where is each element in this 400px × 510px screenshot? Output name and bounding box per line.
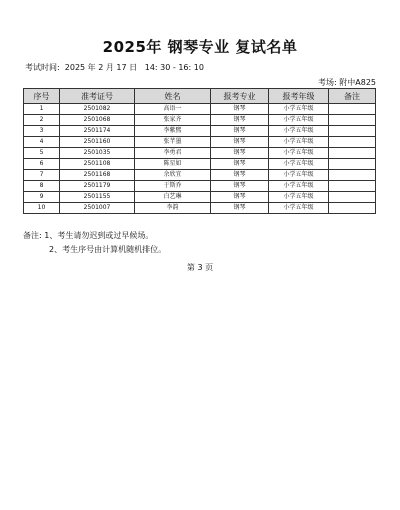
cell-major: 钢琴 bbox=[211, 104, 269, 115]
cell-major: 钢琴 bbox=[211, 181, 269, 192]
cell-remarks bbox=[329, 203, 376, 214]
table-row bbox=[24, 115, 376, 126]
cell-seq: 3 bbox=[24, 126, 60, 137]
cell-remarks bbox=[329, 104, 376, 115]
note-line-2: 2、考生序号由计算机随机排位。 bbox=[49, 245, 167, 254]
cell-remarks bbox=[329, 148, 376, 159]
cell-name: 李勇君 bbox=[135, 148, 211, 159]
cell-major: 钢琴 bbox=[211, 203, 269, 214]
notes-section bbox=[23, 229, 166, 257]
cell-remarks bbox=[329, 192, 376, 203]
table-row bbox=[24, 148, 376, 159]
cell-name: 李紫煕 bbox=[135, 126, 211, 137]
cell-seq: 5 bbox=[24, 148, 60, 159]
table-row bbox=[24, 104, 376, 115]
table-row bbox=[24, 126, 376, 137]
cell-exam-id: 2501160 bbox=[60, 137, 135, 148]
cell-grade: 小学五年级 bbox=[269, 115, 329, 126]
cell-name: 张家齐 bbox=[135, 115, 211, 126]
table-row bbox=[24, 137, 376, 148]
cell-seq: 8 bbox=[24, 181, 60, 192]
cell-grade: 小学五年级 bbox=[269, 192, 329, 203]
cell-seq: 2 bbox=[24, 115, 60, 126]
cell-grade: 小学五年级 bbox=[269, 148, 329, 159]
cell-grade: 小学五年级 bbox=[269, 126, 329, 137]
cell-exam-id: 2501174 bbox=[60, 126, 135, 137]
cell-exam-id: 2501035 bbox=[60, 148, 135, 159]
cell-seq: 1 bbox=[24, 104, 60, 115]
cell-seq: 9 bbox=[24, 192, 60, 203]
note-line-1: 备注: 1、考生请勿迟到或过早候场。 bbox=[23, 231, 154, 240]
cell-remarks bbox=[329, 137, 376, 148]
cell-grade: 小学五年级 bbox=[269, 181, 329, 192]
cell-exam-id: 2501007 bbox=[60, 203, 135, 214]
cell-name: 李韵 bbox=[135, 203, 211, 214]
cell-exam-id: 2501082 bbox=[60, 104, 135, 115]
exam-venue: 考场: 附中A825 bbox=[318, 78, 376, 87]
cell-grade: 小学五年级 bbox=[269, 170, 329, 181]
cell-seq: 7 bbox=[24, 170, 60, 181]
cell-name: 高语一 bbox=[135, 104, 211, 115]
cell-remarks bbox=[329, 170, 376, 181]
header-major: 报考专业 bbox=[211, 89, 269, 104]
cell-exam-id: 2501068 bbox=[60, 115, 135, 126]
cell-major: 钢琴 bbox=[211, 159, 269, 170]
header-exam-id: 准考证号 bbox=[60, 89, 135, 104]
cell-grade: 小学五年级 bbox=[269, 159, 329, 170]
cell-exam-id: 2501108 bbox=[60, 159, 135, 170]
cell-name: 张芊墨 bbox=[135, 137, 211, 148]
cell-grade: 小学五年级 bbox=[269, 203, 329, 214]
table-row bbox=[24, 181, 376, 192]
cell-major: 钢琴 bbox=[211, 126, 269, 137]
page-number: 第 3 页 bbox=[186, 263, 214, 272]
cell-name: 白艺琳 bbox=[135, 192, 211, 203]
table-row bbox=[24, 170, 376, 181]
cell-remarks bbox=[329, 126, 376, 137]
cell-name: 余欣宜 bbox=[135, 170, 211, 181]
table-row bbox=[24, 203, 376, 214]
cell-remarks bbox=[329, 115, 376, 126]
cell-remarks bbox=[329, 159, 376, 170]
table-header-row bbox=[24, 89, 376, 104]
table-row bbox=[24, 159, 376, 170]
table-row bbox=[24, 192, 376, 203]
cell-seq: 10 bbox=[24, 203, 60, 214]
cell-major: 钢琴 bbox=[211, 137, 269, 148]
exam-time: 考试时间: 2025 年 2 月 17 日 14: 30 - 16: 10 bbox=[25, 63, 204, 72]
cell-major: 钢琴 bbox=[211, 115, 269, 126]
header-remarks: 备注 bbox=[329, 89, 376, 104]
cell-major: 钢琴 bbox=[211, 170, 269, 181]
header-grade: 报考年级 bbox=[269, 89, 329, 104]
cell-exam-id: 2501168 bbox=[60, 170, 135, 181]
cell-exam-id: 2501155 bbox=[60, 192, 135, 203]
cell-seq: 4 bbox=[24, 137, 60, 148]
header-name: 姓名 bbox=[135, 89, 211, 104]
cell-grade: 小学五年级 bbox=[269, 104, 329, 115]
cell-name: 陈星如 bbox=[135, 159, 211, 170]
cell-major: 钢琴 bbox=[211, 148, 269, 159]
cell-seq: 6 bbox=[24, 159, 60, 170]
candidate-table bbox=[23, 88, 376, 214]
cell-grade: 小学五年级 bbox=[269, 137, 329, 148]
cell-name: 于斯乔 bbox=[135, 181, 211, 192]
page-title: 2025年 钢琴专业 复试名单 bbox=[102, 38, 298, 56]
cell-remarks bbox=[329, 181, 376, 192]
cell-exam-id: 2501179 bbox=[60, 181, 135, 192]
cell-major: 钢琴 bbox=[211, 192, 269, 203]
header-seq: 序号 bbox=[24, 89, 60, 104]
